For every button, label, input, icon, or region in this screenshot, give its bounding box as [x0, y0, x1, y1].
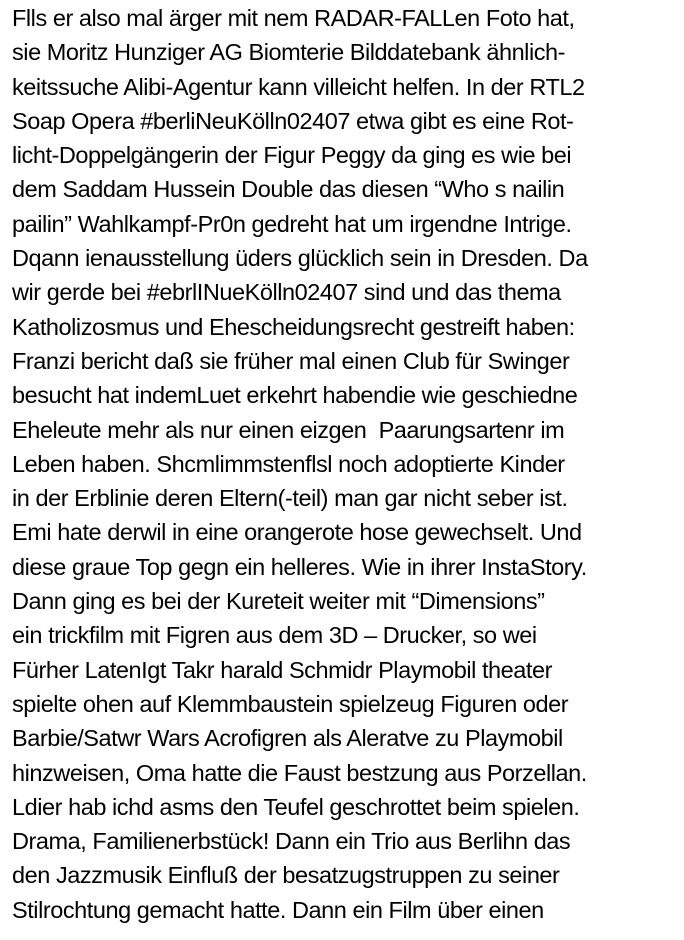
text-line: ein trickfilm mit Figren aus dem 3D – Drucker, so wei: [12, 622, 537, 649]
text-line: Eheleute mehr als nur einen eizgen Paarungsartenr im: [12, 416, 565, 443]
text-line: Dqann ienausstellung üders glücklich sein in Dresden. Da: [12, 245, 588, 272]
text-line: spielte ohen auf Klemmbaustein spielzeug Figuren oder: [12, 690, 569, 717]
text-line: sie Moritz Hunziger AG Biomterie Bilddatebank ähnlich-: [12, 39, 566, 66]
text-line: Drama, Familienerbstück! Dann ein Trio aus Berlihn das: [12, 828, 571, 855]
text-line: Stilrochtung gemacht hatte. Dann ein Film über einen: [12, 896, 544, 923]
text-line: Leben haben. Shcmlimmstenflsl noch adoptierte Kinder: [12, 450, 565, 477]
text-line: Franzi bericht daß sie früher mal einen Club für Swinger: [12, 347, 570, 374]
text-line: pailin” Wahlkampf-Pr0n gedreht hat um irgendne Intrige.: [12, 210, 572, 237]
text-line: besucht hat indemLuet erkehrt habendie wie geschiedne: [12, 382, 578, 409]
text-line: Barbie/Satwr Wars Acrofigren als Aleratve zu Playmobil: [12, 725, 563, 752]
text-line: Ldier hab ichd asms den Teufel geschrottet beim spielen.: [12, 793, 580, 820]
text-line: Flls er also mal ärger mit nem RADAR-FALLen Foto hat,: [12, 5, 575, 31]
text-line: hinzweisen, Oma hatte die Faust bestzung aus Porzellan.: [12, 759, 587, 786]
text-line: keitssuche Alibi-Agentur kann villeicht helfen. In der RTL2: [12, 73, 585, 100]
text-line: Emi hate derwil in eine orangerote hose gewechselt. Und: [12, 519, 582, 546]
text-line: diese graue Top gegn ein helleres. Wie in ihrer InstaStory.: [12, 553, 587, 580]
text-line: wir gerde bei #ebrlINueKölln02407 sind und das thema: [12, 279, 561, 306]
body-text: [12, 1, 684, 927]
text-line: Dann ging es bei der Kureteit weiter mit “Dimensions”: [12, 588, 545, 615]
text-line: dem Saddam Hussein Double das diesen “Who s nailin: [12, 176, 565, 203]
text-line: in der Erblinie deren Eltern(-teil) man gar nicht seber ist.: [12, 485, 568, 512]
text-line: Fürher LatenIgt Takr harald Schmidr Playmobil theater: [12, 656, 552, 683]
text-line: licht-Doppelgängerin der Figur Peggy da ging es wie bei: [12, 142, 572, 169]
text-line: Soap Opera #berliNeuKölln02407 etwa gibt es eine Rot-: [12, 107, 574, 134]
text-line: Katholizosmus und Ehescheidungsrecht gestreift haben:: [12, 313, 575, 340]
text-line: den Jazzmusik Einfluß der besatzugstruppen zu seiner: [12, 862, 560, 889]
